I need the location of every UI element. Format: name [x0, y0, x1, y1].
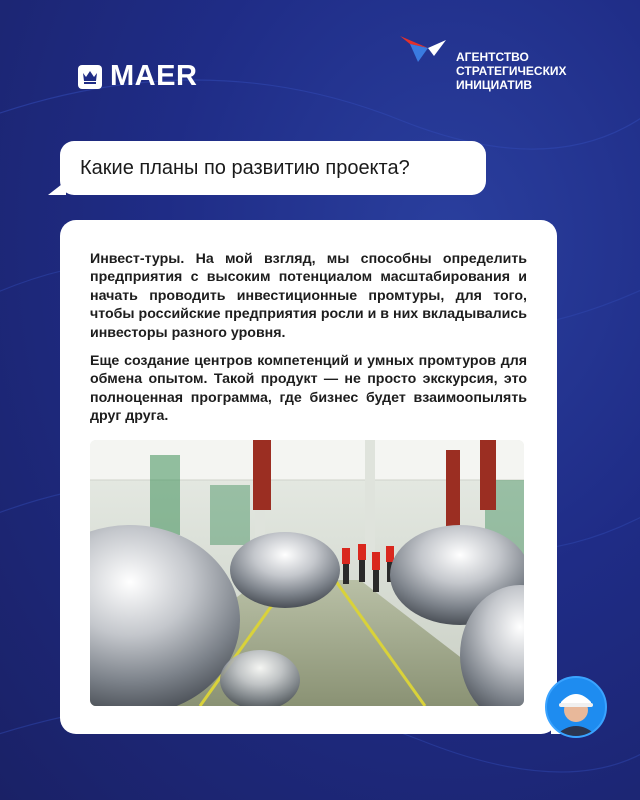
question-text: Какие планы по развитию проекта? [80, 156, 410, 179]
answer-paragraph-1: Инвест-туры. На мой взгляд, мы способны определить предприятия с высоким потенциалом масштабирования и начать проводить инвестиционные промтуры, для того, чтобы российские предприятия росли и в них вкладывались инвесторы разного уровня. [90, 251, 527, 341]
question-bubble [60, 141, 486, 195]
bubble-tail [48, 181, 66, 195]
maer-logo-text: MAER [110, 60, 198, 92]
speaker-avatar [545, 676, 607, 738]
asi-logo-line-2: СТРАТЕГИЧЕСКИХ [456, 64, 567, 78]
answer-card [60, 220, 557, 734]
asi-logo [398, 34, 567, 92]
asi-arrow-icon [398, 34, 450, 79]
asi-logo-line-3: ИНИЦИАТИВ [456, 78, 532, 92]
brewery-tanks-photo [90, 440, 524, 706]
asi-logo-line-1: АГЕНТСТВО [456, 50, 529, 64]
crown-icon [78, 65, 102, 89]
answer-paragraph-2: Еще создание центров компетенций и умных промтуров для обмена опытом. Такой продукт — не просто экскурсия, это полноценная программа, где бизнес будет взаимоопылять друг друга. [90, 353, 527, 425]
maer-logo [78, 62, 197, 91]
